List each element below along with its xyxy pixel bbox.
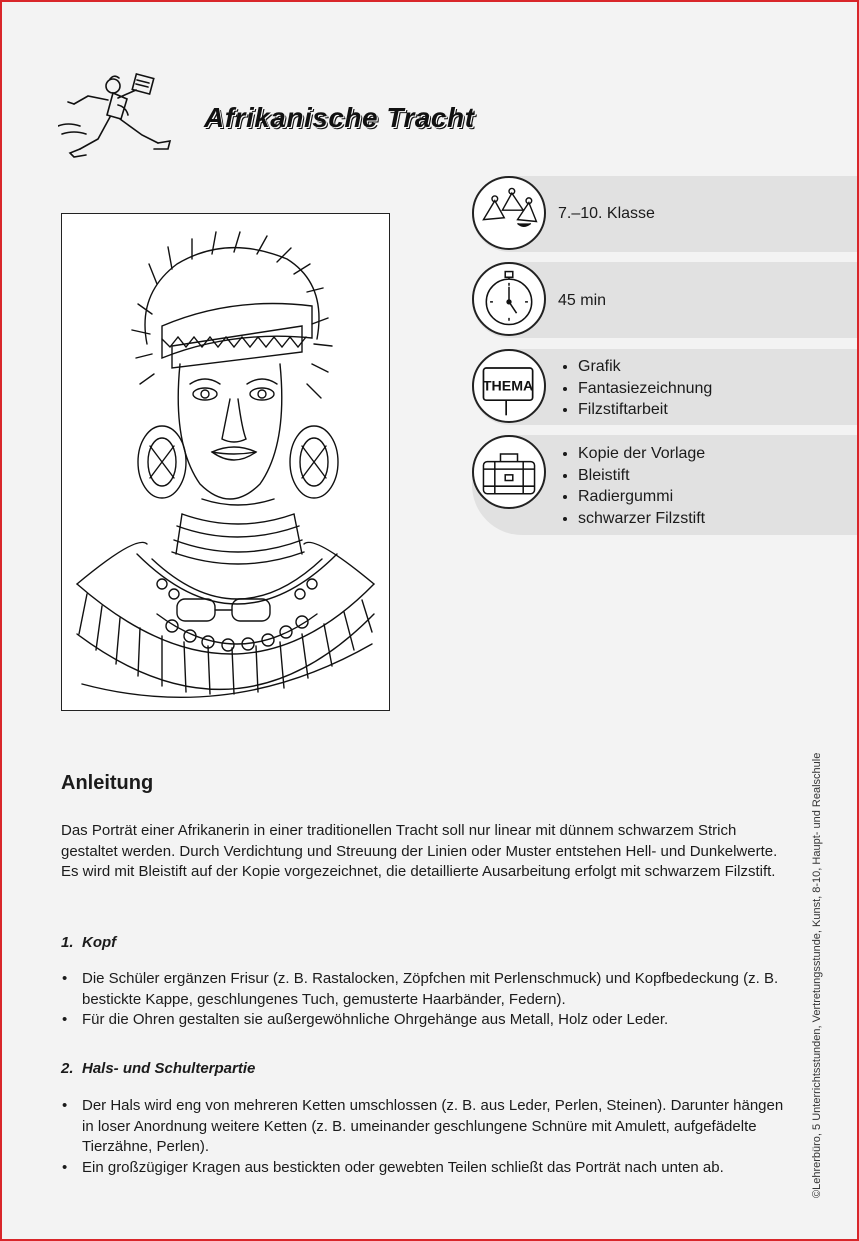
material-item: • Bleistift bbox=[578, 465, 705, 487]
kopf-bullets bbox=[61, 969, 791, 1031]
material-item: • Radiergummi bbox=[578, 486, 705, 508]
topic-item: • Fantasiezeichnung bbox=[578, 378, 712, 400]
portrait-illustration bbox=[61, 213, 390, 711]
instructions-intro: Das Porträt einer Afrikanerin in einer traditionellen Tracht soll nur linear mit dünnem schwarzem Strich gestaltet werden. Durch Verdichtung und Streuung der Linien oder Muster entstehen Hell- und Dunkelwerte. Es wird mit Bleistift auf der Kopie vorgezeichnet, die detaillierte Ausarbeitung erfolgt mit schwarzem Filzstift. bbox=[61, 822, 778, 880]
section-label: Kopf bbox=[82, 934, 117, 951]
suitcase-icon bbox=[472, 435, 546, 509]
topic-row bbox=[472, 349, 857, 425]
section-label: Hals- und Schulterpartie bbox=[82, 1060, 256, 1077]
hals-bullets bbox=[61, 1096, 791, 1178]
topic-item: • Filzstiftarbeit bbox=[578, 399, 712, 421]
section-number: 2. bbox=[61, 1060, 74, 1077]
grade-text: 7.–10. Klasse bbox=[558, 205, 655, 222]
materials-row bbox=[472, 435, 857, 535]
copyright-credit: ©Lehrerbüro, 5 Unterrichtsstunden, Vertretungsstunde, Kunst, 8-10, Haupt- und Realschule bbox=[811, 752, 823, 1198]
list-item: • Der Hals wird eng von mehreren Ketten umschlossen (z. B. aus Leder, Perlen, Steinen). Darunter hängen in loser Anordnung weitere Ketten (z. B. umeinander geschlungene Schnüre mit Amulett, aufgefädelte Tierzähne, Perlen). bbox=[61, 1096, 791, 1158]
material-item: • schwarzer Filzstift bbox=[578, 508, 705, 530]
section-number: 1. bbox=[61, 934, 74, 951]
section-title-kopf bbox=[61, 934, 116, 951]
topic-list bbox=[558, 356, 712, 421]
stopwatch-icon bbox=[472, 262, 546, 336]
svg-text:THEMA: THEMA bbox=[482, 378, 534, 395]
duration-row bbox=[472, 262, 857, 338]
list-item: • Die Schüler ergänzen Frisur (z. B. Rastalocken, Zöpfchen mit Perlenschmuck) und Kopfbedeckung (z. B. bestickte Kappe, geschlungenes Tuch, gemusterte Haarbänder, Federn). bbox=[61, 969, 791, 1010]
topic-item: • Grafik bbox=[578, 356, 712, 378]
grade-row bbox=[472, 176, 857, 252]
running-teacher-icon bbox=[58, 70, 188, 165]
materials-list bbox=[558, 443, 705, 529]
hats-icon bbox=[472, 176, 546, 250]
list-item: • Für die Ohren gestalten sie außergewöhnliche Ohrgehänge aus Metall, Holz oder Leder. bbox=[61, 1010, 791, 1031]
page-title: Afrikanische Tracht bbox=[204, 102, 475, 133]
instructions-heading: Anleitung bbox=[61, 772, 154, 794]
material-item: • Kopie der Vorlage bbox=[578, 443, 705, 465]
duration-text: 45 min bbox=[558, 292, 607, 309]
list-item: • Ein großzügiger Kragen aus bestickten oder gewebten Teilen schließt das Porträt nach unten ab. bbox=[61, 1158, 791, 1179]
section-title-hals bbox=[61, 1060, 255, 1077]
thema-sign-icon bbox=[472, 349, 546, 423]
